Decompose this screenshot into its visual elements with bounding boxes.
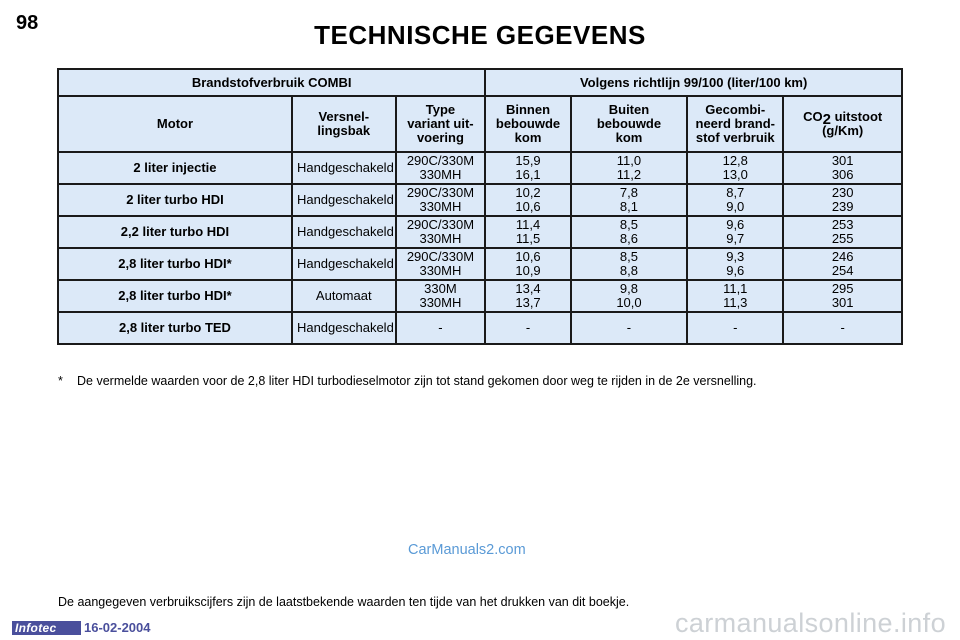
cell-gearbox: Handgeschakeld (292, 248, 396, 280)
table-top-header-row (58, 69, 902, 96)
cell-co2: 253 255 (783, 216, 902, 248)
cell-motor: 2,8 liter turbo HDI* (58, 280, 292, 312)
cell-type: 290C/330M 330MH (396, 248, 486, 280)
footnote-mark: * (58, 374, 63, 388)
cell-motor: 2,8 liter turbo TED (58, 312, 292, 344)
table-row (58, 216, 902, 248)
cell-extra-urban: - (571, 312, 687, 344)
cell-co2: 295 301 (783, 280, 902, 312)
cell-co2: 301 306 (783, 152, 902, 184)
page-title: TECHNISCHE GEGEVENS (314, 20, 646, 50)
cell-urban: 13,4 13,7 (485, 280, 570, 312)
header-urban: Binnen bebouwde kom (485, 96, 570, 152)
header-fuel-consumption: Brandstofverbruik COMBI (58, 69, 485, 96)
cell-co2: - (783, 312, 902, 344)
cell-gearbox: Automaat (292, 280, 396, 312)
header-co2-subscript: 2 (822, 111, 831, 128)
cell-urban: 10,2 10,6 (485, 184, 570, 216)
bottom-note: De aangegeven verbruikscijfers zijn de laatstbekende waarden ten tijde van het drukken van dit boekje. (58, 595, 630, 609)
cell-extra-urban: 8,5 8,8 (571, 248, 687, 280)
cell-type: 290C/330M 330MH (396, 152, 486, 184)
cell-gearbox: Handgeschakeld (292, 184, 396, 216)
table-row (58, 184, 902, 216)
cell-gearbox: Handgeschakeld (292, 312, 396, 344)
watermark-carmanualsonline: carmanualsonline.info (674, 608, 946, 638)
cell-extra-urban: 11,0 11,2 (571, 152, 687, 184)
cell-gearbox: Handgeschakeld (292, 216, 396, 248)
header-co2-prefix: CO (803, 109, 823, 124)
cell-co2: 230 239 (783, 184, 902, 216)
cell-gearbox: Handgeschakeld (292, 152, 396, 184)
cell-combined: 9,3 9,6 (687, 248, 783, 280)
table-row (58, 280, 902, 312)
header-combined: Gecombi- neerd brand- stof verbruik (687, 96, 783, 152)
header-co2-suffix: uitstoot (830, 109, 883, 124)
cell-extra-urban: 9,8 10,0 (571, 280, 687, 312)
cell-type: 290C/330M 330MH (396, 216, 486, 248)
cell-motor: 2 liter turbo HDI (58, 184, 292, 216)
watermark-carmanuals2: CarManuals2.com (408, 542, 526, 558)
header-motor: Motor (58, 96, 292, 152)
cell-type: 290C/330M 330MH (396, 184, 486, 216)
table-row (58, 248, 902, 280)
cell-urban: 10,6 10,9 (485, 248, 570, 280)
footnote-text: De vermelde waarden voor de 2,8 liter HDI turbodieselmotor zijn tot stand gekomen door weg te rijden in de 2e versnelling. (77, 374, 757, 388)
header-type: Type variant uit- voering (396, 96, 486, 152)
table-row (58, 312, 902, 344)
cell-combined: 9,6 9,7 (687, 216, 783, 248)
cell-combined: 11,1 11,3 (687, 280, 783, 312)
cell-combined: 12,8 13,0 (687, 152, 783, 184)
table-column-header-row (58, 96, 902, 152)
infotec-logo: Infotec (12, 621, 81, 635)
cell-combined: - (687, 312, 783, 344)
header-gearbox: Versnel- lingsbak (292, 96, 396, 152)
header-directive: Volgens richtlijn 99/100 (liter/100 km) (485, 69, 902, 96)
header-extra-urban: Buiten bebouwde kom (571, 96, 687, 152)
cell-extra-urban: 8,5 8,6 (571, 216, 687, 248)
page-number: 98 (16, 12, 39, 34)
header-co2 (783, 96, 902, 152)
cell-co2: 246 254 (783, 248, 902, 280)
table-row (58, 152, 902, 184)
cell-motor: 2 liter injectie (58, 152, 292, 184)
cell-type: - (396, 312, 486, 344)
cell-motor: 2,2 liter turbo HDI (58, 216, 292, 248)
cell-motor: 2,8 liter turbo HDI* (58, 248, 292, 280)
cell-type: 330M 330MH (396, 280, 486, 312)
cell-combined: 8,7 9,0 (687, 184, 783, 216)
footnote (58, 374, 757, 388)
fuel-consumption-table (57, 68, 903, 345)
cell-urban: 11,4 11,5 (485, 216, 570, 248)
footer-date: 16-02-2004 (84, 620, 151, 635)
cell-urban: - (485, 312, 570, 344)
header-co2-unit: (g/Km) (822, 123, 864, 138)
cell-urban: 15,9 16,1 (485, 152, 570, 184)
cell-extra-urban: 7,8 8,1 (571, 184, 687, 216)
